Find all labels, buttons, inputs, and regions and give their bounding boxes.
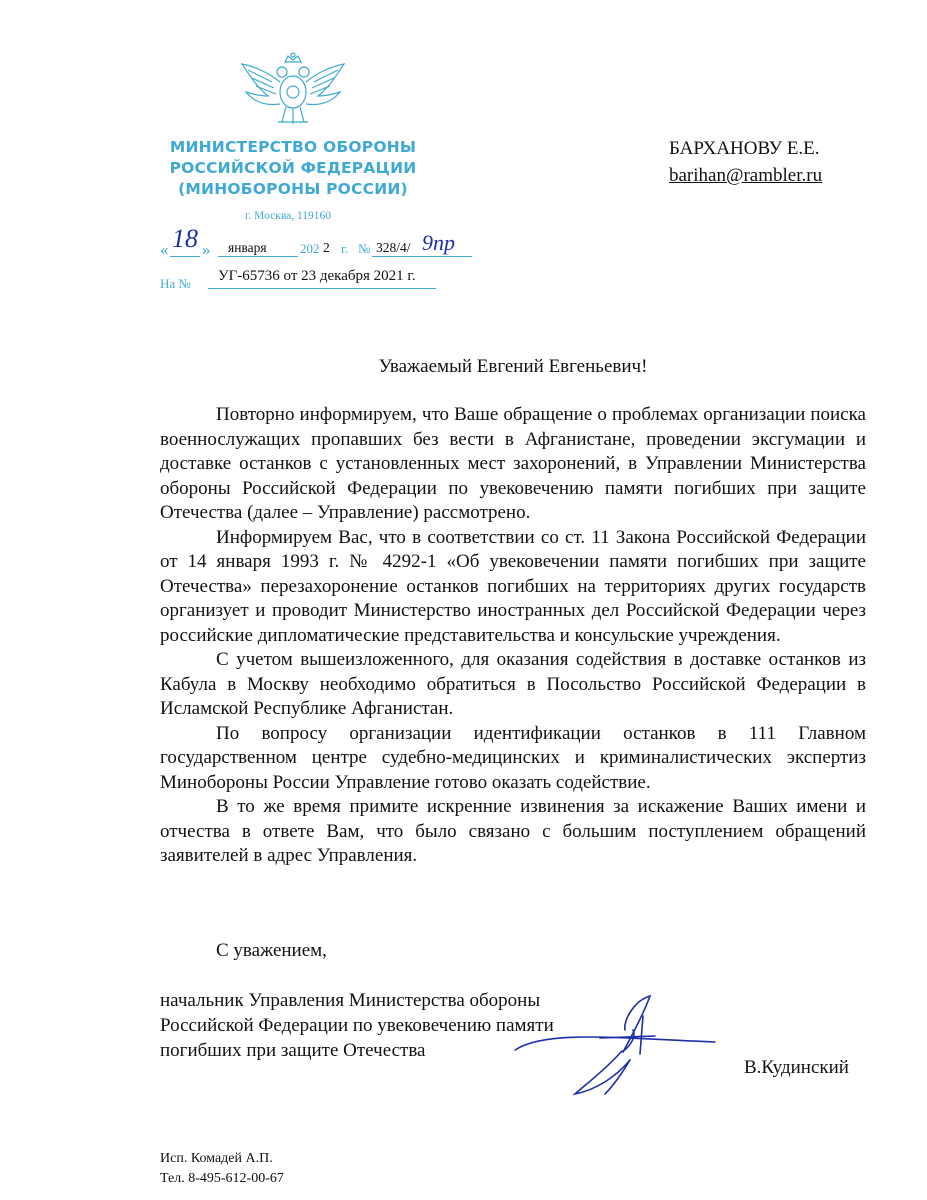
body-paragraph: С учетом вышеизложенного, для оказания содействия в доставке останков из Кабула в Москву необходимо обратиться в Посольство Российской Федерации в Исламской Республике Афганистан. [160, 649, 866, 719]
emblem-icon [238, 52, 348, 130]
position-line: погибших при защите Отечества [160, 1040, 426, 1061]
body-paragraph: По вопросу организации идентификации останков в 111 Главном государственном центре судебно-медицинских и криминалистических экспертиз Минобороны России Управление готово оказать содействие. [160, 722, 866, 793]
letterhead-line: РОССИЙСКОЙ ФЕДЕРАЦИИ [169, 159, 417, 177]
position-line: Российской Федерации по увековечению памяти [160, 1015, 554, 1036]
addressee-name: БАРХАНОВУ Е.Е. [669, 138, 820, 159]
executor-phone: Тел. 8-495-612-00-67 [160, 1171, 284, 1186]
reference-label: На № [160, 276, 191, 291]
date-year-printed: 202 [300, 241, 320, 256]
body-paragraph: Повторно информируем, что Ваше обращение о проблемах организации поиска военнослужащих пропавших без вести в Афганистане, проведении эксгумации и доставке останков с установленных мест захоронений, в Управлении Министерства обороны Российской Федерации по увековечению памяти погибших при защите Отечества (далее – Управление) рассмотрено. [160, 404, 866, 523]
date-month: января [228, 240, 267, 255]
reference-value: УГ-65736 от 23 декабря 2021 г. [208, 268, 436, 289]
signer-name: В.Кудинский [744, 1057, 849, 1078]
body-paragraph: Информируем Вас, что в соответствии со ст. 11 Закона Российской Федерации от 14 января 1993 г. № 4292-1 «Об увековечении памяти погибших при защите Отечества» перезахоронение останков погибших на территориях других государств организует и проводит Министерство иностранных дел Российской Федерации через российские дипломатические представительства и консульские учреждения. [160, 526, 866, 646]
letterhead-line: (МИНОБОРОНЫ РОССИИ) [178, 180, 408, 198]
executor-name: Исп. Комадей А.П. [160, 1151, 273, 1166]
addressee-email: barihan@rambler.ru [669, 165, 823, 186]
number-label: № [358, 241, 371, 256]
close-quote: » [202, 240, 211, 259]
handwritten-number: 9пр [422, 230, 455, 255]
letterhead-address: г. Москва, 119160 [245, 210, 332, 222]
open-quote: « [160, 240, 169, 259]
addressee-block [669, 135, 822, 189]
handwritten-day: 18 [172, 224, 198, 253]
body-paragraph: В то же время примите искренние извинения за искажение Ваших имени и отчества в ответе Вам, что было связано с большим поступлением обращений заявителей в адрес Управления. [160, 796, 866, 866]
position-line: начальник Управления Министерства обороны [160, 990, 541, 1011]
ministry-letterhead [160, 137, 426, 200]
executor-info [160, 1149, 284, 1189]
date-year-suffix: г. [341, 241, 349, 256]
handwritten-signature [505, 990, 725, 1100]
salutation: Уважаемый Евгений Евгеньевич! [378, 356, 648, 377]
letterhead-line: МИНИСТЕРСТВО ОБОРОНЫ [169, 138, 417, 156]
signatory-position [160, 988, 554, 1063]
letter-number: 328/4/ [376, 240, 411, 255]
letter-body [160, 403, 866, 869]
date-year-digit: 2 [323, 240, 330, 255]
closing: С уважением, [216, 940, 327, 961]
